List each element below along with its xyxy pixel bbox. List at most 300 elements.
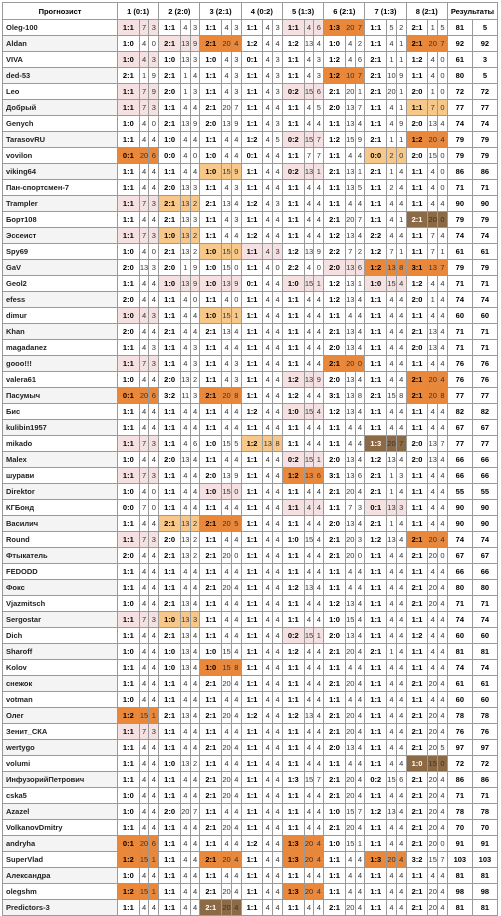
prediction-points: 13 bbox=[222, 324, 232, 340]
prediction-score: 1:1 bbox=[118, 212, 140, 228]
prediction-extra: 4 bbox=[273, 292, 283, 308]
prediction-score: 3:1 bbox=[406, 260, 428, 276]
prediction-score: 1:1 bbox=[282, 868, 304, 884]
prediction-points: 4 bbox=[263, 20, 273, 36]
result-total: 90 bbox=[447, 500, 472, 516]
result-extra: 74 bbox=[472, 292, 497, 308]
prediction-extra: 4 bbox=[231, 340, 241, 356]
prediction-score: 1:0 bbox=[282, 404, 304, 420]
prediction-points: 15 bbox=[387, 772, 397, 788]
header-match-1[interactable]: 1 (0:1) bbox=[118, 3, 159, 20]
prediction-score: 1:1 bbox=[365, 212, 387, 228]
prediction-points: 4 bbox=[263, 788, 273, 804]
prediction-extra: 3 bbox=[149, 436, 159, 452]
prediction-extra: 7 bbox=[355, 68, 365, 84]
predictor-name: dimur bbox=[3, 308, 118, 324]
prediction-extra: 1 bbox=[314, 164, 324, 180]
prediction-points: 4 bbox=[387, 36, 397, 52]
prediction-extra: 4 bbox=[355, 724, 365, 740]
prediction-points: 4 bbox=[345, 196, 355, 212]
prediction-points: 1 bbox=[387, 132, 397, 148]
prediction-extra: 4 bbox=[438, 644, 448, 660]
table-row bbox=[3, 292, 498, 308]
prediction-score: 1:1 bbox=[324, 868, 346, 884]
prediction-extra: 4 bbox=[355, 660, 365, 676]
table-row bbox=[3, 420, 498, 436]
prediction-score: 1:1 bbox=[365, 420, 387, 436]
prediction-points: 4 bbox=[139, 628, 149, 644]
prediction-extra: 1 bbox=[231, 308, 241, 324]
prediction-points: 4 bbox=[222, 20, 232, 36]
prediction-points: 4 bbox=[428, 276, 438, 292]
prediction-extra: 4 bbox=[149, 164, 159, 180]
prediction-points: 15 bbox=[345, 804, 355, 820]
prediction-score: 1:1 bbox=[365, 180, 387, 196]
result-total: 74 bbox=[447, 612, 472, 628]
prediction-score: 1:1 bbox=[241, 500, 263, 516]
prediction-points: 4 bbox=[180, 788, 190, 804]
prediction-points: 4 bbox=[222, 372, 232, 388]
prediction-points: 20 bbox=[304, 884, 314, 900]
prediction-extra: 4 bbox=[396, 516, 406, 532]
prediction-points: 4 bbox=[387, 676, 397, 692]
result-extra: 90 bbox=[472, 516, 497, 532]
prediction-points: 4 bbox=[222, 724, 232, 740]
prediction-points: 15 bbox=[304, 132, 314, 148]
prediction-extra: 2 bbox=[190, 244, 200, 260]
prediction-points: 13 bbox=[387, 260, 397, 276]
prediction-points: 4 bbox=[428, 644, 438, 660]
prediction-score: 1:1 bbox=[241, 756, 263, 772]
prediction-points: 4 bbox=[180, 164, 190, 180]
prediction-extra: 4 bbox=[190, 868, 200, 884]
prediction-points: 4 bbox=[180, 436, 190, 452]
prediction-score: 1:1 bbox=[282, 660, 304, 676]
prediction-extra: 4 bbox=[149, 564, 159, 580]
prediction-score: 1:2 bbox=[406, 276, 428, 292]
prediction-score: 1:1 bbox=[118, 900, 140, 916]
result-extra: 86 bbox=[472, 164, 497, 180]
prediction-score: 1:1 bbox=[282, 196, 304, 212]
prediction-extra: 4 bbox=[314, 852, 324, 868]
prediction-points: 4 bbox=[428, 660, 438, 676]
prediction-extra: 4 bbox=[355, 564, 365, 580]
prediction-score: 2:1 bbox=[406, 740, 428, 756]
prediction-extra: 4 bbox=[355, 612, 365, 628]
prediction-points: 7 bbox=[139, 532, 149, 548]
prediction-extra: 4 bbox=[314, 788, 324, 804]
prediction-points: 4 bbox=[139, 212, 149, 228]
prediction-extra: 2 bbox=[190, 532, 200, 548]
result-total: 91 bbox=[447, 836, 472, 852]
prediction-score: 2:0 bbox=[324, 628, 346, 644]
prediction-score: 2:2 bbox=[324, 244, 346, 260]
prediction-points: 4 bbox=[345, 36, 355, 52]
prediction-points: 7 bbox=[139, 20, 149, 36]
header-match-7[interactable]: 7 (1:3) bbox=[365, 3, 406, 20]
prediction-extra: 4 bbox=[149, 628, 159, 644]
prediction-score: 1:1 bbox=[365, 868, 387, 884]
prediction-points: 13 bbox=[180, 708, 190, 724]
prediction-points: 20 bbox=[428, 788, 438, 804]
prediction-score: 1:1 bbox=[406, 180, 428, 196]
prediction-points: 15 bbox=[345, 612, 355, 628]
prediction-extra: 6 bbox=[314, 468, 324, 484]
prediction-score: 1:0 bbox=[200, 660, 222, 676]
prediction-extra: 3 bbox=[231, 356, 241, 372]
prediction-points: 1 bbox=[387, 468, 397, 484]
header-match-2[interactable]: 2 (2:0) bbox=[159, 3, 200, 20]
prediction-points: 4 bbox=[180, 20, 190, 36]
prediction-extra: 4 bbox=[314, 836, 324, 852]
table-row bbox=[3, 468, 498, 484]
prediction-points: 13 bbox=[304, 372, 314, 388]
prediction-points: 13 bbox=[304, 164, 314, 180]
prediction-points: 4 bbox=[263, 676, 273, 692]
prediction-extra: 9 bbox=[190, 260, 200, 276]
prediction-points: 4 bbox=[222, 68, 232, 84]
prediction-score: 1:1 bbox=[324, 756, 346, 772]
prediction-points: 13 bbox=[222, 116, 232, 132]
table-row bbox=[3, 372, 498, 388]
table-row bbox=[3, 692, 498, 708]
prediction-extra: 4 bbox=[273, 404, 283, 420]
prediction-score: 1:1 bbox=[324, 420, 346, 436]
prediction-score: 1:1 bbox=[406, 612, 428, 628]
prediction-score: 1:3 bbox=[282, 836, 304, 852]
prediction-score: 2:1 bbox=[365, 516, 387, 532]
result-extra: 79 bbox=[472, 212, 497, 228]
prediction-score: 1:1 bbox=[282, 500, 304, 516]
table-row bbox=[3, 852, 498, 868]
prediction-score: 1:1 bbox=[200, 868, 222, 884]
prediction-score: 2:1 bbox=[200, 788, 222, 804]
prediction-score: 1:1 bbox=[241, 900, 263, 916]
prediction-score: 1:1 bbox=[282, 68, 304, 84]
header-results[interactable]: Результаты bbox=[447, 3, 497, 20]
prediction-extra: 0 bbox=[438, 548, 448, 564]
table-row bbox=[3, 612, 498, 628]
prediction-score: 1:1 bbox=[324, 436, 346, 452]
prediction-score: 1:1 bbox=[365, 36, 387, 52]
prediction-extra: 4 bbox=[355, 884, 365, 900]
prediction-points: 13 bbox=[345, 276, 355, 292]
prediction-extra: 4 bbox=[149, 772, 159, 788]
prediction-points: 4 bbox=[387, 404, 397, 420]
table-row bbox=[3, 548, 498, 564]
prediction-extra: 4 bbox=[396, 180, 406, 196]
prediction-score: 1:2 bbox=[241, 404, 263, 420]
prediction-points: 4 bbox=[345, 52, 355, 68]
prediction-points: 20 bbox=[428, 676, 438, 692]
prediction-score: 1:1 bbox=[118, 612, 140, 628]
prediction-score: 1:1 bbox=[365, 724, 387, 740]
prediction-extra: 4 bbox=[396, 308, 406, 324]
prediction-points: 4 bbox=[139, 692, 149, 708]
prediction-extra: 4 bbox=[190, 708, 200, 724]
prediction-score: 1:1 bbox=[406, 644, 428, 660]
prediction-points: 20 bbox=[428, 212, 438, 228]
prediction-extra: 4 bbox=[314, 340, 324, 356]
prediction-score: 2:1 bbox=[406, 804, 428, 820]
prediction-score: 1:0 bbox=[118, 484, 140, 500]
prediction-extra: 4 bbox=[396, 628, 406, 644]
predictor-name: Azazel bbox=[3, 804, 118, 820]
result-extra: 79 bbox=[472, 148, 497, 164]
prediction-extra: 4 bbox=[438, 564, 448, 580]
prediction-points: 4 bbox=[263, 180, 273, 196]
predictor-name: FEDODD bbox=[3, 564, 118, 580]
prediction-extra: 4 bbox=[190, 420, 200, 436]
result-extra: 61 bbox=[472, 676, 497, 692]
prediction-points: 15 bbox=[428, 756, 438, 772]
prediction-extra: 3 bbox=[149, 340, 159, 356]
prediction-points: 4 bbox=[428, 196, 438, 212]
prediction-extra: 3 bbox=[273, 116, 283, 132]
prediction-score: 1:2 bbox=[282, 708, 304, 724]
prediction-points: 4 bbox=[180, 772, 190, 788]
result-extra: 103 bbox=[472, 852, 497, 868]
prediction-extra: 7 bbox=[438, 436, 448, 452]
prediction-points: 4 bbox=[139, 900, 149, 916]
prediction-extra: 4 bbox=[273, 900, 283, 916]
prediction-score: 1:1 bbox=[406, 420, 428, 436]
prediction-score: 1:1 bbox=[241, 516, 263, 532]
table-row bbox=[3, 516, 498, 532]
prediction-score: 2:1 bbox=[159, 708, 181, 724]
prediction-score: 2:0 bbox=[406, 292, 428, 308]
prediction-extra: 4 bbox=[231, 132, 241, 148]
prediction-extra: 1 bbox=[355, 836, 365, 852]
prediction-points: 4 bbox=[180, 100, 190, 116]
prediction-score: 2:2 bbox=[365, 228, 387, 244]
header-match-8[interactable]: 8 (2:1) bbox=[406, 3, 447, 20]
prediction-score: 2:1 bbox=[200, 548, 222, 564]
prediction-extra: 3 bbox=[273, 68, 283, 84]
prediction-score: 1:1 bbox=[118, 820, 140, 836]
prediction-points: 13 bbox=[180, 532, 190, 548]
prediction-extra: 4 bbox=[355, 516, 365, 532]
prediction-score: 1:1 bbox=[159, 740, 181, 756]
header-match-3[interactable]: 3 (2:1) bbox=[200, 3, 241, 20]
prediction-points: 15 bbox=[222, 436, 232, 452]
prediction-extra: 5 bbox=[314, 100, 324, 116]
prediction-points: 4 bbox=[345, 564, 355, 580]
prediction-points: 4 bbox=[139, 52, 149, 68]
prediction-points: 4 bbox=[387, 708, 397, 724]
prediction-points: 4 bbox=[263, 308, 273, 324]
result-total: 67 bbox=[447, 420, 472, 436]
prediction-points: 4 bbox=[222, 804, 232, 820]
prediction-score: 2:0 bbox=[118, 260, 140, 276]
result-extra: 98 bbox=[472, 884, 497, 900]
predictor-name: Александра bbox=[3, 868, 118, 884]
prediction-extra: 4 bbox=[438, 772, 448, 788]
prediction-points: 4 bbox=[263, 820, 273, 836]
prediction-score: 1:1 bbox=[159, 580, 181, 596]
prediction-points: 4 bbox=[387, 100, 397, 116]
prediction-score: 1:1 bbox=[241, 452, 263, 468]
prediction-score: 1:1 bbox=[365, 308, 387, 324]
prediction-points: 4 bbox=[139, 132, 149, 148]
prediction-score: 2:1 bbox=[200, 884, 222, 900]
prediction-extra: 4 bbox=[438, 372, 448, 388]
prediction-extra: 4 bbox=[396, 692, 406, 708]
prediction-score: 3:2 bbox=[159, 388, 181, 404]
prediction-extra: 1 bbox=[396, 52, 406, 68]
prediction-extra: 0 bbox=[438, 148, 448, 164]
prediction-points: 4 bbox=[180, 564, 190, 580]
prediction-score: 1:0 bbox=[406, 756, 428, 772]
prediction-points: 4 bbox=[263, 324, 273, 340]
prediction-score: 1:1 bbox=[282, 564, 304, 580]
prediction-score: 3:2 bbox=[406, 852, 428, 868]
predictor-name: magadanez bbox=[3, 340, 118, 356]
prediction-extra: 4 bbox=[355, 436, 365, 452]
prediction-extra: 4 bbox=[231, 420, 241, 436]
predictor-name: шурави bbox=[3, 468, 118, 484]
prediction-points: 13 bbox=[180, 228, 190, 244]
prediction-extra: 0 bbox=[438, 756, 448, 772]
prediction-score: 1:2 bbox=[282, 244, 304, 260]
prediction-extra: 4 bbox=[231, 868, 241, 884]
prediction-extra: 4 bbox=[396, 868, 406, 884]
predictor-name: Dich bbox=[3, 628, 118, 644]
prediction-score: 1:0 bbox=[118, 692, 140, 708]
prediction-score: 1:1 bbox=[282, 724, 304, 740]
result-extra: 76 bbox=[472, 372, 497, 388]
prediction-score: 1:2 bbox=[282, 580, 304, 596]
prediction-score: 2:1 bbox=[159, 196, 181, 212]
prediction-points: 13 bbox=[304, 244, 314, 260]
predictor-name: volumi bbox=[3, 756, 118, 772]
table-row bbox=[3, 196, 498, 212]
prediction-extra: 4 bbox=[438, 596, 448, 612]
prediction-extra: 5 bbox=[438, 20, 448, 36]
prediction-extra: 3 bbox=[149, 196, 159, 212]
prediction-score: 2:1 bbox=[200, 36, 222, 52]
prediction-score: 2:1 bbox=[324, 900, 346, 916]
predictor-name: Vjazmitsch bbox=[3, 596, 118, 612]
prediction-points: 4 bbox=[263, 884, 273, 900]
prediction-score: 2:1 bbox=[324, 484, 346, 500]
prediction-score: 1:1 bbox=[159, 436, 181, 452]
prediction-score: 1:1 bbox=[365, 356, 387, 372]
prediction-extra: 4 bbox=[190, 468, 200, 484]
prediction-points: 4 bbox=[428, 516, 438, 532]
prediction-extra: 4 bbox=[355, 116, 365, 132]
prediction-score: 1:1 bbox=[200, 292, 222, 308]
prediction-points: 4 bbox=[139, 180, 149, 196]
prediction-points: 4 bbox=[387, 324, 397, 340]
prediction-extra: 4 bbox=[355, 580, 365, 596]
prediction-score: 2:1 bbox=[200, 388, 222, 404]
prediction-points: 4 bbox=[304, 420, 314, 436]
prediction-score: 2:1 bbox=[406, 708, 428, 724]
result-total: 78 bbox=[447, 804, 472, 820]
prediction-points: 4 bbox=[304, 356, 314, 372]
result-extra: 55 bbox=[472, 484, 497, 500]
prediction-extra: 2 bbox=[190, 516, 200, 532]
prediction-points: 4 bbox=[263, 596, 273, 612]
prediction-score: 1:1 bbox=[282, 20, 304, 36]
prediction-extra: 8 bbox=[231, 660, 241, 676]
header-match-5[interactable]: 5 (1:3) bbox=[282, 3, 323, 20]
header-predictor[interactable]: Прогнозист bbox=[3, 3, 118, 20]
prediction-points: 20 bbox=[222, 388, 232, 404]
prediction-points: 4 bbox=[387, 628, 397, 644]
prediction-score: 1:1 bbox=[282, 548, 304, 564]
prediction-score: 2:1 bbox=[406, 596, 428, 612]
prediction-points: 4 bbox=[304, 644, 314, 660]
prediction-extra: 1 bbox=[396, 212, 406, 228]
prediction-score: 1:0 bbox=[200, 148, 222, 164]
prediction-extra: 4 bbox=[231, 836, 241, 852]
prediction-extra: 4 bbox=[273, 788, 283, 804]
prediction-score: 1:1 bbox=[159, 420, 181, 436]
result-total: 71 bbox=[447, 324, 472, 340]
result-extra: 90 bbox=[472, 196, 497, 212]
prediction-points: 20 bbox=[304, 852, 314, 868]
prediction-points: 4 bbox=[263, 724, 273, 740]
prediction-points: 15 bbox=[222, 660, 232, 676]
prediction-score: 1:3 bbox=[282, 884, 304, 900]
prediction-score: 1:1 bbox=[406, 100, 428, 116]
prediction-score: 1:1 bbox=[118, 196, 140, 212]
prediction-points: 1 bbox=[387, 484, 397, 500]
prediction-extra: 4 bbox=[314, 388, 324, 404]
prediction-points: 20 bbox=[345, 548, 355, 564]
predictions-table bbox=[2, 2, 498, 916]
prediction-points: 4 bbox=[222, 756, 232, 772]
prediction-score: 1:1 bbox=[365, 900, 387, 916]
prediction-points: 4 bbox=[139, 660, 149, 676]
prediction-points: 20 bbox=[428, 820, 438, 836]
prediction-score: 1:1 bbox=[365, 788, 387, 804]
header-match-6[interactable]: 6 (2:1) bbox=[324, 3, 365, 20]
prediction-points: 4 bbox=[139, 404, 149, 420]
prediction-score: 0:1 bbox=[241, 276, 263, 292]
header-match-4[interactable]: 4 (0:2) bbox=[241, 3, 282, 20]
prediction-points: 4 bbox=[387, 308, 397, 324]
prediction-points: 20 bbox=[428, 772, 438, 788]
prediction-points: 4 bbox=[139, 420, 149, 436]
prediction-score: 1:2 bbox=[282, 468, 304, 484]
prediction-score: 0:1 bbox=[118, 388, 140, 404]
prediction-extra: 7 bbox=[355, 20, 365, 36]
prediction-extra: 4 bbox=[273, 356, 283, 372]
prediction-score: 1:1 bbox=[200, 804, 222, 820]
prediction-extra: 3 bbox=[149, 308, 159, 324]
prediction-score: 1:1 bbox=[159, 164, 181, 180]
prediction-extra: 4 bbox=[314, 644, 324, 660]
prediction-points: 20 bbox=[387, 84, 397, 100]
prediction-points: 13 bbox=[345, 180, 355, 196]
prediction-extra: 3 bbox=[273, 52, 283, 68]
prediction-points: 4 bbox=[304, 388, 314, 404]
prediction-points: 20 bbox=[428, 580, 438, 596]
prediction-score: 1:2 bbox=[118, 884, 140, 900]
prediction-points: 4 bbox=[428, 468, 438, 484]
result-total: 61 bbox=[447, 676, 472, 692]
table-row bbox=[3, 580, 498, 596]
prediction-score: 2:1 bbox=[159, 548, 181, 564]
table-row bbox=[3, 596, 498, 612]
prediction-extra: 4 bbox=[231, 900, 241, 916]
prediction-points: 4 bbox=[428, 52, 438, 68]
predictor-name: Leo bbox=[3, 84, 118, 100]
table-row bbox=[3, 532, 498, 548]
